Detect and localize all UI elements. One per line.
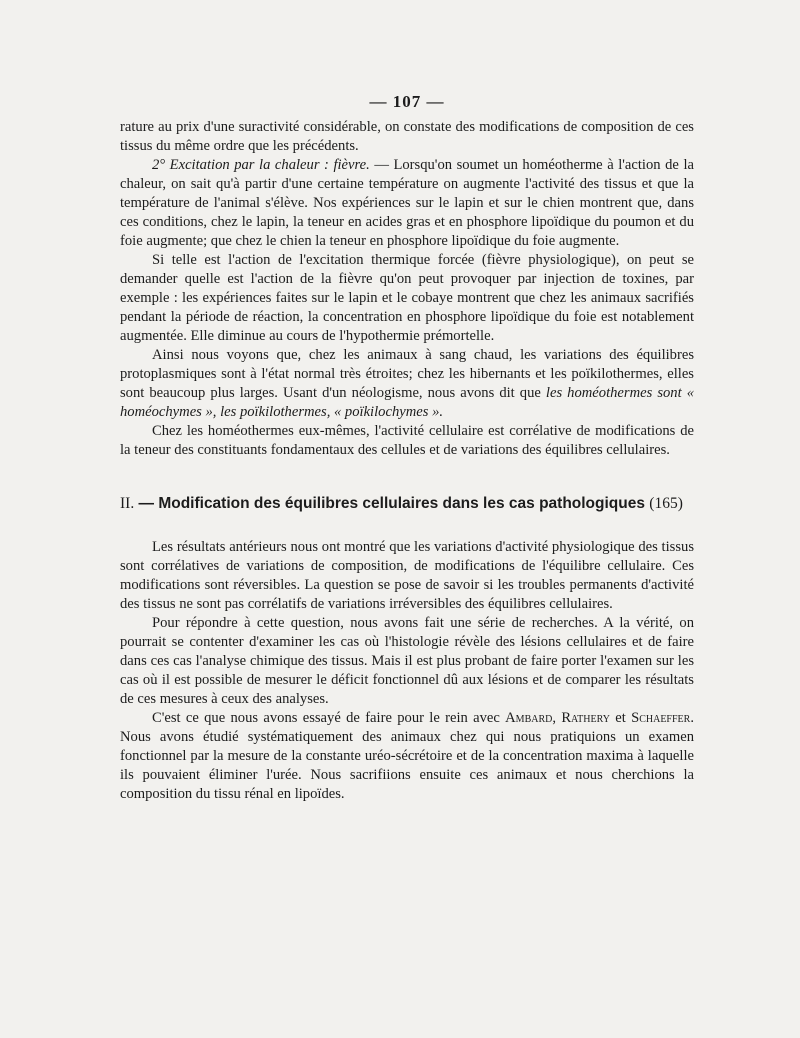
paragraph-continuation: rature au prix d'une suractivité considérable, on constate des modifications de composition de ces tissus du même ordre que les précédents. <box>120 119 694 154</box>
document-page <box>120 92 694 804</box>
homeochymes-term: les homéothermes sont « homéochymes », les poïkilothermes, « poïkilochymes ». <box>120 385 694 420</box>
paragraph-kidney-study <box>120 709 694 804</box>
paragraph-homeochymes-body: Ainsi nous voyons que, chez les animaux à sang chaud, les variations des équilibres protoplasmiques sont à l'état normal très étroites; chez les hibernants et les poïkilothermes, elles sont beaucoup plus larges. Usant d'un néologisme, nous avons dit que <box>120 347 694 401</box>
author-separator-1: , <box>552 710 562 726</box>
author-rathery: Rathery <box>561 710 610 726</box>
author-ambard: Ambard <box>505 710 553 726</box>
section-numeral: II. <box>120 495 135 512</box>
paragraph-method: Pour répondre à cette question, nous avons fait une série de recherches. A la vérité, on pourrait se contenter d'examiner les cas où l'histologie révèle des lésions cellulaires et de faire dans ces cas l'analyse chimique des tissus. Mais il est plus probant de faire porter l'examen sur les cas où il est possible de mesurer le déficit fonctionnel dû aux lésions et de comparer les résultats de ces mesures à ceux des analyses. <box>120 615 694 707</box>
paragraph-fever <box>120 156 694 251</box>
paragraph-cellular-activity: Chez les homéothermes eux-mêmes, l'activité cellulaire est corrélative de modifications de la teneur des constituants fondamentaux des cellules et de variations des équilibres cellulaires. <box>120 423 694 458</box>
kidney-study-intro: C'est ce que nous avons essayé de faire pour le rein avec <box>152 710 506 726</box>
kidney-study-body: . Nous avons étudié systématiquement des animaux chez qui nous pratiquions un examen fonctionnel par la mesure de la constante uréo-sécrétoire et de la concentration maxima à laquelle ils pouvaient éliminer l'urée. Nous sacrifiions ensuite ces animaux et nous cherchions la composition du tissu rénal en lipoïdes. <box>120 710 694 802</box>
paragraph-fever-body: — Lorsqu'on soumet un homéotherme à l'action de la chaleur, on sait qu'à partir d'une certaine température on augmente l'activité des tissus et que la température de l'animal s'élève. Nos expériences sur le lapin et sur le chien montrent que, dans ces conditions, chez le lapin, la teneur en acides gras et en phosphore lipoïdique du poumon et du foie augmente; que chez le chien la teneur en phosphore lipoïdique du foie augmente. <box>120 157 694 249</box>
paragraph-homeochymes <box>120 346 694 422</box>
section-heading <box>120 494 694 514</box>
author-schaeffer: Schaeffer <box>631 710 691 726</box>
section-reference: (165) <box>649 495 683 512</box>
section-title: — Modification des équilibres cellulaires dans les cas pathologiques <box>134 495 650 512</box>
author-separator-2: et <box>609 710 632 726</box>
paragraph-pathology-intro: Les résultats antérieurs nous ont montré que les variations d'activité physiologique des tissus sont corrélatives de variations de composition, de modifications de l'équilibre cellulaire. Ces modifications sont réversibles. La question se pose de savoir si les troubles permanents d'activité des tissus ne sont pas corrélatifs de variations irréversibles des équilibres cellulaires. <box>120 539 694 612</box>
page-number: — 107 — <box>369 92 445 111</box>
paragraph-toxin-fever: Si telle est l'action de l'excitation thermique forcée (fièvre physiologique), on peut se demander quelle est l'action de la fièvre qu'on peut provoquer par injection de toxines, par exemple : les expériences faites sur le lapin et le cobaye montrent que chez les animaux sacrifiés pendant la période de réaction, la concentration en phosphore lipoïdique du foie est notablement augmentée. Elle diminue au cours de l'hypothermie prémortelle. <box>120 252 694 344</box>
subsection-lead: 2° Excitation par la chaleur : fièvre. <box>152 157 370 173</box>
